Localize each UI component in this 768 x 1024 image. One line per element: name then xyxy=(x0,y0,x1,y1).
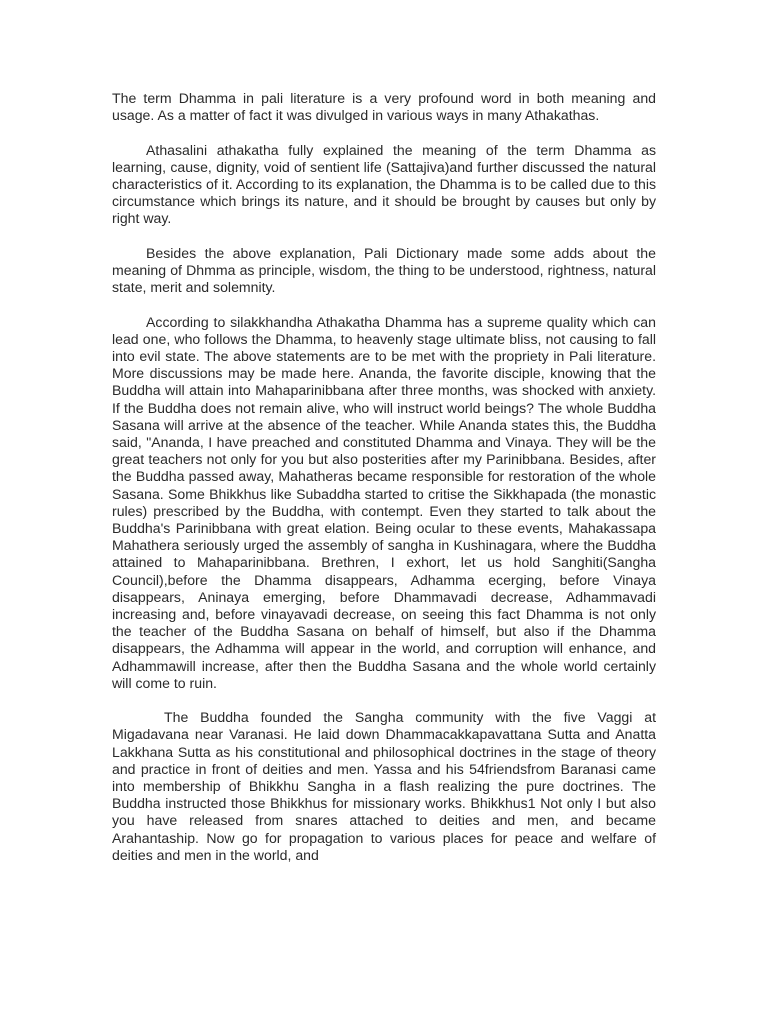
paragraph-athasalini: Athasalini athakatha fully explained the meaning of the term Dhamma as learning, cause, dignity, void of sentient life (Sattajiva)and further discussed the natural characteristics of it. According to its explanation, the Dhamma is to be called due to this circumstance which brings its nature, and it should be brought by causes but only by right way. xyxy=(112,141,656,227)
paragraph-silakkhandha: According to silakkhandha Athakatha Dhamma has a supreme quality which can lead one, who follows the Dhamma, to heavenly stage ultimate bliss, not causing to fall into evil state. The above statements are to be met with the propriety in Pali literature. More discussions may be made here. Ananda, the favorite disciple, knowing that the Buddha will attain into Mahaparinibbana after three months, was shocked with anxiety. If the Buddha does not remain alive, who will instruct world beings? The whole Buddha Sasana will arrive at the absence of the teacher. While Ananda states this, the Buddha said, "Ananda, I have preached and constituted Dhamma and Vinaya. They will be the great teachers not only for you but also posterities after my Parinibbana. Besides, after the Buddha passed away, Mahatheras became responsible for restoration of the whole Sasana. Some Bhikkhus like Subaddha started to critise the Sikkhapada (the monastic rules) prescribed by the Buddha, with contempt. Even they started to talk about the Buddha's Parinibbana with great elation. Being ocular to these events, Mahakassapa Mahathera seriously urged the assembly of sangha in Kushinagara, where the Buddha attained to Mahaparinibbana. Brethren, I exhort, let us hold Sanghiti(Sangha Council),before the Dhamma disappears, Adhamma ecerging, before Vinaya disappears, Aninaya emerging, before Dhammavadi decrease, Adhammavadi increasing and, before vinayavadi decrease, on seeing this fact Dhamma is not only the teacher of the Buddha Sasana on behalf of himself, but also if the Dhamma disappears, the Adhamma will appear in the world, and corruption will enhance, and Adhammawill increase, after then the Buddha Sasana and the whole world certainly will come to ruin. xyxy=(112,313,656,691)
document-body xyxy=(112,90,656,881)
paragraph-dhamma-term: The term Dhamma in pali literature is a very profound word in both meaning and usage. As a matter of fact it was divulged in various ways in many Athakathas. xyxy=(112,90,656,124)
paragraph-pali-dictionary: Besides the above explanation, Pali Dictionary made some adds about the meaning of Dhmma as principle, wisdom, the thing to be understood, rightness, natural state, merit and solemnity. xyxy=(112,244,656,296)
paragraph-sangha-founding: The Buddha founded the Sangha community with the five Vaggi at Migadavana near Varanasi. He laid down Dhammacakkapavattana Sutta and Anatta Lakkhana Sutta as his constitutional and philosophical doctrines in the stage of theory and practice in front of deities and men. Yassa and his 54friendsfrom Baranasi came into membership of Bhikkhu Sangha in a flash realizing the pure doctrines. The Buddha instructed those Bhikkhus for missionary works. Bhikkhus1 Not only I but also you have released from snares attached to deities and men, and became Arahantaship. Now go for propagation to various places for peace and welfare of deities and men in the world, and xyxy=(112,709,656,863)
